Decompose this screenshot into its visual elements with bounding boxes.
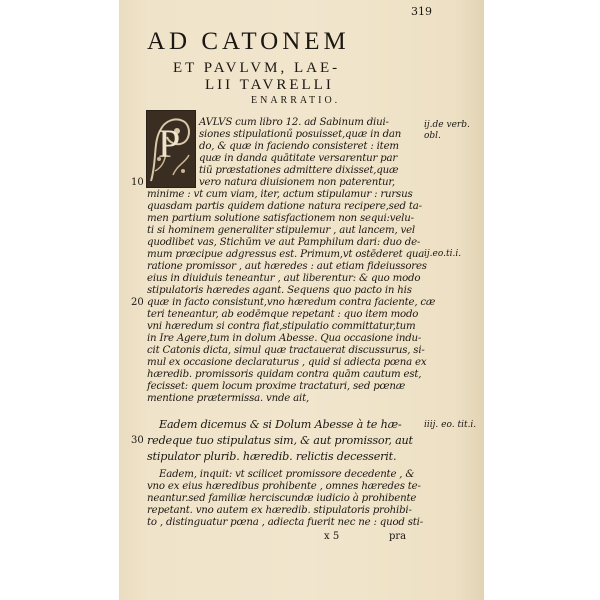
catchword: pra <box>389 531 407 542</box>
text-line: quasdam partis quidem datione natura recipere,sed ta- <box>147 201 422 212</box>
text-line: stipulatoris hæredes agant. Sequens quo pacto in his <box>147 285 412 296</box>
margin-note: ij.eo.ti.i. <box>424 249 462 259</box>
text-line: vno ex eius hæredibus prohibente , omnes hæredes te- <box>147 481 421 492</box>
text-line: repetant. vno autem ex hæredib. stipulatoris prohibi- <box>147 505 412 516</box>
text-line: mul ex occasione declaraturus , quid si adiecta pœna ex <box>147 357 427 368</box>
text-line: teri teneantur, ab eodēmque repetant : quo item modo <box>147 309 419 320</box>
title-line-4: ENARRATIO. <box>251 95 341 106</box>
text-line: men partium solutione satisfactionem non sequi:velu- <box>147 213 414 224</box>
signature-mark: x 5 <box>324 531 340 542</box>
svg-text:P: P <box>158 121 181 166</box>
text-line: in Ire Agere,tum in dolum Abesse. Qua occasione indu- <box>147 333 422 344</box>
text-line: AVLVS cum libro 12. ad Sabinum diui- <box>199 117 389 128</box>
text-line: quodlibet vas, Stichūm ve aut Pamphilum dari: duo de- <box>147 237 421 248</box>
heading-line: stipulator plurib. hæredib. relictis decesserit. <box>147 450 397 463</box>
title-line-1: AD CATONEM <box>147 28 350 55</box>
text-line: quæ in danda quātitate versarentur par <box>199 153 398 164</box>
page-number: 319 <box>411 5 432 18</box>
heading-line: Eadem dicemus & si Dolum Abesse à te hæ- <box>159 418 402 431</box>
title-line-3: LII TAVRELLI <box>205 77 334 93</box>
text-line: mum præcipue adgressus est. Primum,vt ostēderet qua <box>147 249 425 260</box>
line-number: 30 <box>131 435 144 446</box>
text-line: cit Catonis dicta, simul quæ tractauerat discussurus, si- <box>147 345 425 356</box>
text-line: siones stipulationű posuisset,quæ in dan <box>199 129 402 140</box>
text-line: do, & quæ in faciendo consisteret : item <box>199 141 399 152</box>
line-number: 20 <box>131 297 144 308</box>
title-line-2: ET PAVLVM, LAE- <box>173 60 341 76</box>
text-line: vero natura diuisionem non paterentur, <box>199 177 395 188</box>
text-line: vni hæredum si contra fiat,stipulatio committatur,tum <box>147 321 416 332</box>
text-line: tiū præstationes admittere dixisset,quæ <box>199 165 399 176</box>
decorated-initial-p <box>146 110 196 188</box>
text-line: quæ in facto consistunt,vno hæredum contra faciente, cæ <box>147 297 436 308</box>
text-line: minime : vt cum viam, iter, actum stipulamur : rursus <box>147 189 413 200</box>
ornament-icon <box>147 111 195 187</box>
heading-line: redeque tuo stipulatus sim, & aut promissor, aut <box>147 434 413 447</box>
text-line: hæredib. promissoris quidam contra quām cautum est, <box>147 369 422 380</box>
text-line: Eadem, inquit: vt scilicet promissore decedente , & <box>159 469 415 480</box>
text-line: eius in diuiduis teneantur , aut liberentur: & quo modo <box>147 273 421 284</box>
margin-note: iiij. eo. tit.i. <box>424 420 477 430</box>
text-line: ti si hominem generaliter stipulemur , aut lancem, vel <box>147 225 415 236</box>
line-number: 10 <box>131 177 144 188</box>
book-page <box>119 0 484 600</box>
text-line: mentione prætermissa. vnde ait, <box>147 393 310 404</box>
margin-note: ij.de verb. obl. <box>424 120 470 141</box>
text-line: neantur.sed familiæ herciscundæ iudicio à prohibente <box>147 493 417 504</box>
text-line: fecisset: quem locum proxime tractaturi, sed pœnæ <box>147 381 406 392</box>
text-line: ratione promissor , aut hæredes : aut etiam fideiussores <box>147 261 427 272</box>
text-line: to , distinguatur pœna , adiecta fuerit nec ne : quod sti- <box>147 517 423 528</box>
